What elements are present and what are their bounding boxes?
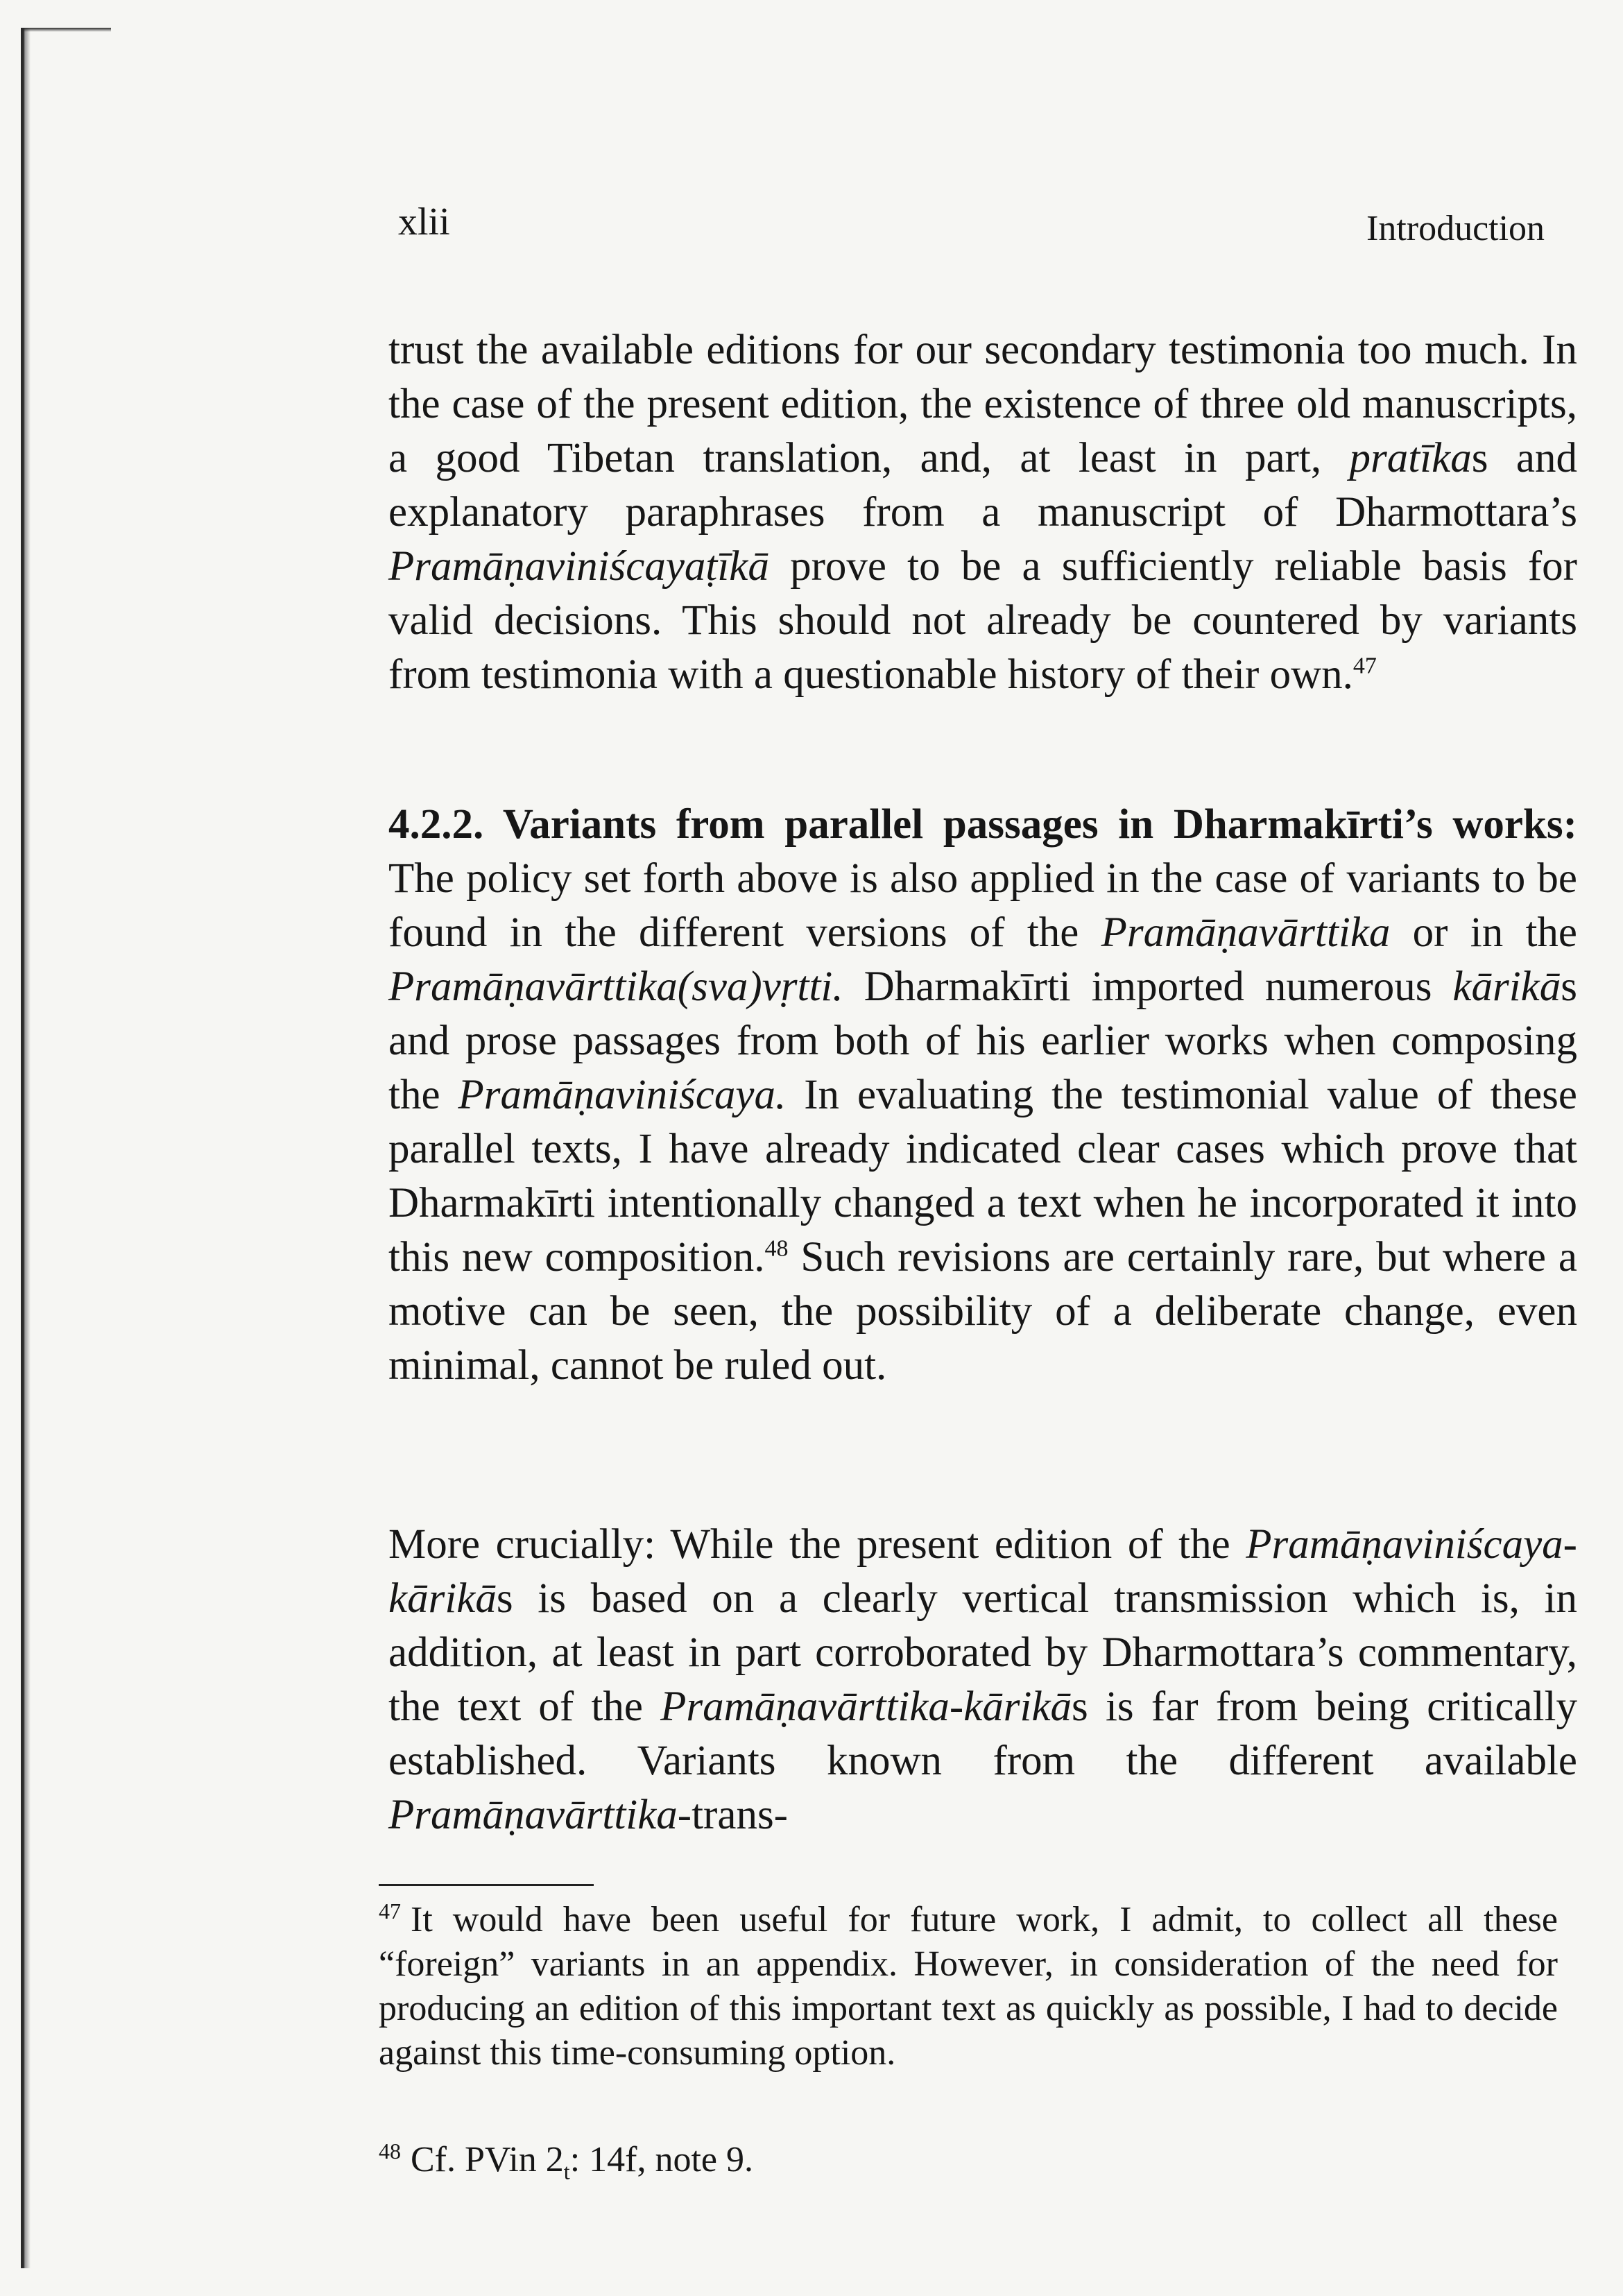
footnote-separator-rule — [379, 1884, 594, 1886]
scan-corner-mark — [21, 28, 111, 32]
footnote-47 — [379, 1898, 1558, 2075]
footnote-reference-47[interactable]: 47 — [1352, 653, 1377, 679]
section-subheading: 4.2.2. Variants from parallel passages in Dharmakīrti’s works: — [388, 801, 1577, 848]
page-number: xlii — [398, 200, 450, 243]
running-head-section: Introduction — [1366, 209, 1545, 248]
paragraph-3: More crucially: While the present edition of the Pramāṇaviniścaya-kārikās is based on a clearly vertical transmission which is, in addition, at least in part corroborated by Dharmottara’s commentary, the text of the Pramāṇavārttika-kārikās is far from being critically established. Variants known from the different available Pramāṇavārttika-trans- — [388, 1521, 1577, 1838]
footnote-text: It would have been useful for future work, I admit, to collect all these “foreign” variants in an appendix. However, in consideration of the need for producing an edition of this important text as quickly as possible, I had to decide against this time-consuming option. — [379, 1900, 1558, 2073]
scan-binding-edge — [21, 28, 31, 2268]
paragraph-1: trust the available editions for our secondary testimonia too much. In the case of the present edition, the existence of three old manuscripts, a good Tibetan translation, and, at least in part, pratīkas and explanatory paraphrases from a manuscript of Dharmottara’s Pramāṇaviniścayaṭīkā prove to be a sufficiently reliable basis for valid decisions. This should not already be countered by variants from testimonia with a questionable history of their own.$^{47}$ — [388, 327, 1577, 698]
paragraph-2: 4.2.2. Variants from parallel passages in Dharmakīrti’s works: The policy set forth above is also applied in the case of variants to be found in the different versions of the Pramāṇavārttika or in the Pramāṇavārttika(sva)vṛtti. Dharmakīrti imported numerous kārikās and prose passages from both of his earlier works when composing the Pramāṇaviniścaya. In evaluating the testimonial value of these parallel texts, I have already indicated clear cases which prove that Dharmakīrti intentionally changed a text when he incorporated it into this new composition.$^{48}$ Such revisions are certainly rare, but where a motive can be seen, the possibility of a deliberate change, even minimal, cannot be ruled out. — [388, 801, 1578, 1389]
footnote-48: $^{48}$ Cf. PVin $2_t$: 14f, note 9. — [379, 2138, 753, 2184]
footnote-mark: 48 — [379, 2138, 401, 2164]
footnote-reference-48[interactable]: 48 — [764, 1235, 789, 1262]
footnote-mark: 47 — [379, 1898, 401, 1924]
footnote-text: Cf. PVin 2 — [411, 2140, 564, 2179]
